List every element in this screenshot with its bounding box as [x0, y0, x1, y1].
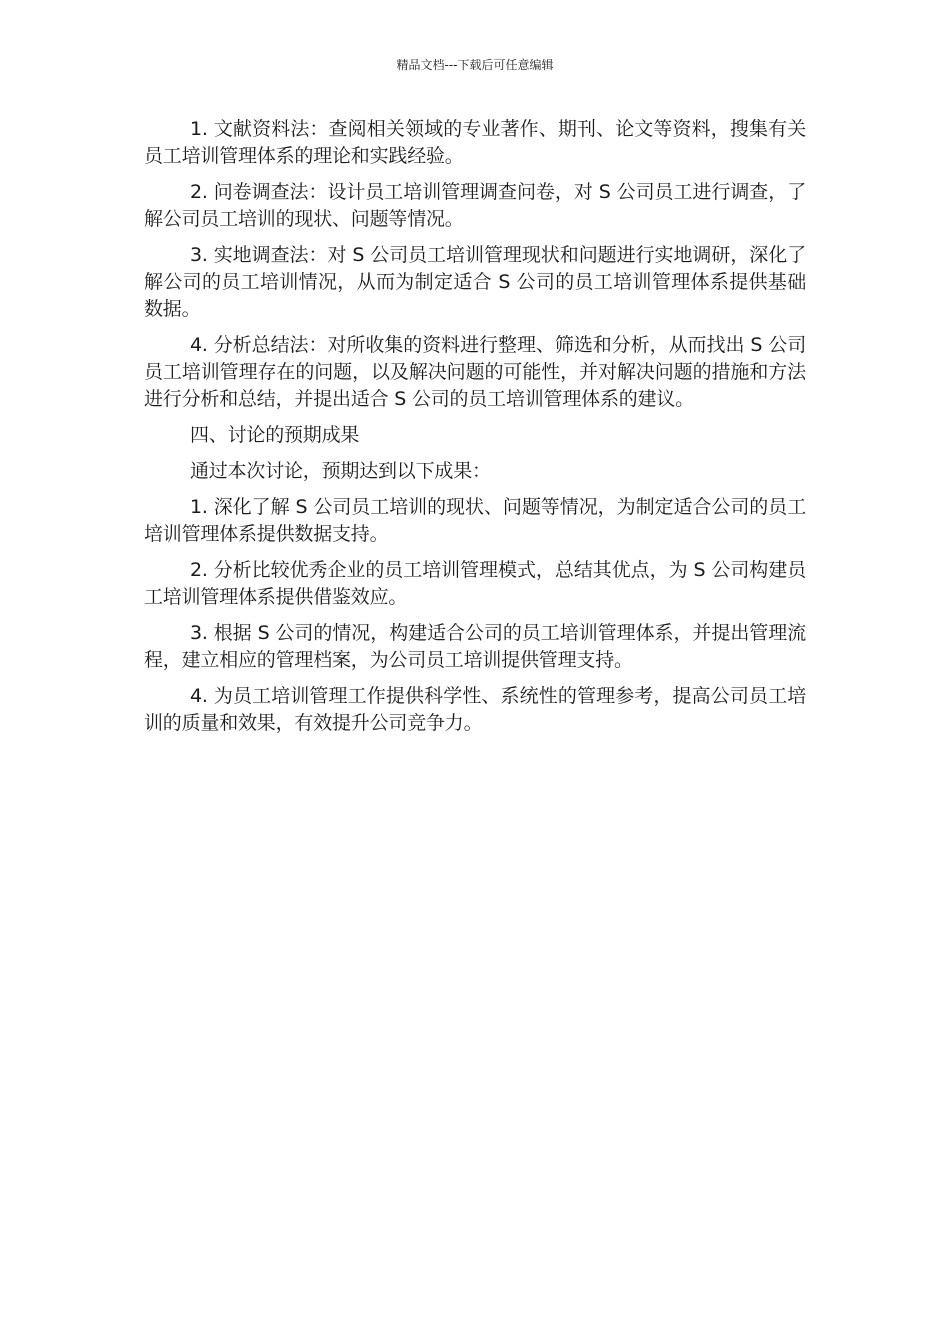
method-analysis-paragraph: 4. 分析总结法：对所收集的资料进行整理、筛选和分析，从而找出 S 公司员工培训管理存在的问题，以及解决问题的可能性，并对解决问题的措施和方法进行分析和总结，并提出适合 S 公司的员工培训管理体系的建议。 [144, 334, 806, 410]
outcome-1-paragraph: 1. 深化了解 S 公司员工培训的现状、问题等情况，为制定适合公司的员工培训管理体系提供数据支持。 [144, 496, 806, 545]
section-heading: 四、讨论的预期成果 [190, 424, 360, 446]
method-literature-paragraph: 1. 文献资料法：查阅相关领域的专业著作、期刊、论文等资料，搜集有关员工培训管理体系的理论和实践经验。 [144, 118, 806, 167]
document-body [144, 116, 806, 746]
method-field-survey-paragraph: 3. 实地调查法：对 S 公司员工培训管理现状和问题进行实地调研，深化了解公司的员工培训情况，从而为制定适合 S 公司的员工培训管理体系提供基础数据。 [144, 244, 806, 320]
method-questionnaire-paragraph: 2. 问卷调查法：设计员工培训管理调查问卷，对 S 公司员工进行调查，了解公司员工培训的现状、问题等情况。 [144, 181, 806, 230]
outcomes-intro-paragraph: 通过本次讨论，预期达到以下成果： [190, 460, 491, 482]
outcome-4-paragraph: 4. 为员工培训管理工作提供科学性、系统性的管理参考，提高公司员工培训的质量和效果，有效提升公司竞争力。 [144, 685, 806, 734]
page-header: 精品文档---下载后可任意编辑 [396, 58, 554, 72]
outcome-3-paragraph: 3. 根据 S 公司的情况，构建适合公司的员工培训管理体系，并提出管理流程，建立相应的管理档案，为公司员工培训提供管理支持。 [144, 622, 806, 671]
outcome-2-paragraph: 2. 分析比较优秀企业的员工培训管理模式，总结其优点，为 S 公司构建员工培训管理体系提供借鉴效应。 [144, 559, 806, 608]
